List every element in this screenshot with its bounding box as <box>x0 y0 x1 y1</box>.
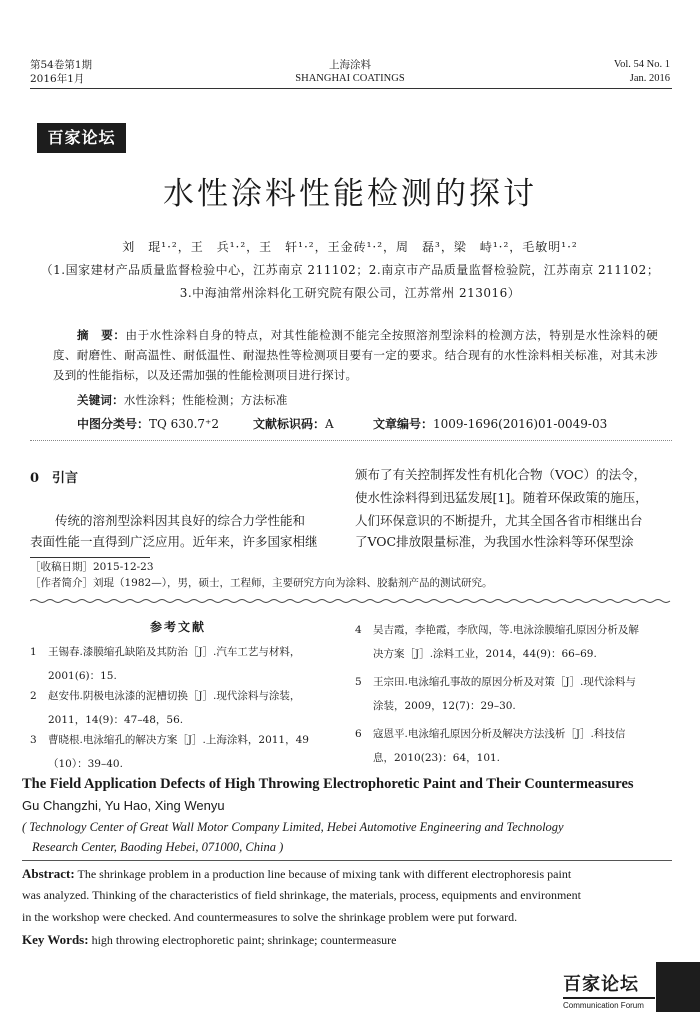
keywords-en <box>22 932 396 948</box>
article-no-label: 文章编号： <box>373 417 434 431</box>
abstract-en-line-3: in the workshop were checked. And countermeasures to solve the shrinkage problem were put forward. <box>22 910 518 924</box>
abstract-divider <box>30 440 672 441</box>
reference-item <box>30 684 350 734</box>
clc-label: 中图分类号： <box>77 417 150 431</box>
keywords-text: 水性涂料；性能检测；方法标准 <box>123 393 288 407</box>
reference-number: 4 <box>355 624 362 636</box>
column-badge: 百家论坛 <box>37 123 126 153</box>
document-code <box>253 415 334 432</box>
affiliation-line-2: 3.中海油常州涂料化工研究院有限公司，江苏常州 213016） <box>179 286 521 300</box>
intro-left-line-1: 传统的溶剂型涂料因其良好的综合力学性能和 <box>55 513 306 528</box>
wavy-divider <box>30 598 672 604</box>
reference-line-2: 2001(6)：15. <box>48 670 117 682</box>
reference-line-1: 赵安伟.阴极电泳漆的泥槽切换［J］.现代涂料与涂装， <box>48 690 301 702</box>
doc-code-value: A <box>325 417 334 431</box>
journal-name-cn: 上海涂料 <box>329 59 371 71</box>
affiliation-en-line-1: ( Technology Center of Great Wall Motor Company Limited, Hebei Automotive Engineering and Technology <box>22 820 564 834</box>
author-bio: ［作者简介］刘琨（1982—），男，硕士，工程师，主要研究方向为涂料、胶黏剂产品的测试研究。 <box>30 577 493 589</box>
references-title: 参考文献 <box>150 620 207 634</box>
forum-logo-cn: 百家论坛 <box>563 974 639 995</box>
abstract-text: 由于水性涂料自身的特点，对其性能检测不能完全按照溶剂型涂料的检测方法，特别是水性涂料的硬度、耐磨性、耐高温性、耐低温性、耐湿热性等检测项目要有一定的要求。结合现有的水性涂料相关标准，对其未涉及到的性能指标，以及还需加强的性能检测项目进行探讨。 <box>53 328 658 382</box>
intro-right-line-2: 使水性涂料得到迅猛发展[1]。随着环保政策的施压， <box>355 490 648 505</box>
abstract-label: 摘 要： <box>77 328 126 342</box>
intro-left-line-2: 表面性能一直得到广泛应用。近年来，许多国家相继 <box>30 534 318 549</box>
keywords-en-label: Key Words: <box>22 932 89 947</box>
authors-en: Gu Changzhi, Yu Hao, Xing Wenyu <box>22 798 225 813</box>
reference-line-2: （10）：39–40. <box>48 758 123 770</box>
issue-date-en: Jan. 2016 <box>629 73 670 84</box>
reference-line-1: 王宗田.电泳缩孔事故的原因分析及对策［J］.现代涂料与 <box>373 676 636 688</box>
reference-item <box>355 722 675 772</box>
journal-name-en: SHANGHAI COATINGS <box>295 73 405 84</box>
intro-right-line-1: 颁布了有关控制挥发性有机化合物（VOC）的法令， <box>355 467 647 482</box>
abstract-en-label: Abstract: <box>22 866 75 881</box>
reference-number: 5 <box>355 676 362 688</box>
issue-volume-en: Vol. 54 No. 1 <box>613 59 670 70</box>
reference-line-2: 决方案［J］.涂料工业，2014，44(9)：66–69. <box>373 648 597 660</box>
section-heading: 0 引言 <box>30 471 79 486</box>
reference-line-2: 息，2010(23)：64，101. <box>373 752 501 764</box>
keywords-cn <box>77 390 682 410</box>
reference-item <box>30 728 350 778</box>
reference-line-1: 王锡春.漆膜缩孔缺陷及其防治［J］.汽车工艺与材料， <box>48 646 301 658</box>
intro-right-line-4: 了VOC排放限量标准，为我国水性涂料等环保型涂 <box>355 534 634 549</box>
issue-volume: 第54卷第1期 <box>30 59 93 71</box>
english-divider <box>22 860 672 861</box>
doc-code-label: 文献标识码： <box>253 417 326 431</box>
intro-right-line-3: 人们环保意识的不断提升，尤其全国各省市相继出台 <box>355 513 643 528</box>
article-title-en: The Field Application Defects of High Throwing Electrophoretic Paint and Their Countermeasures <box>22 776 634 792</box>
authors-cn: 刘 琨¹·²，王 兵¹·²，王 轩¹·²，王金砖¹·²，周 磊³，梁 峙¹·²，毛敏明¹·² <box>122 240 578 254</box>
abstract-en-line-2: was analyzed. Thinking of the characteristics of field shrinkage, the materials, process, equipments and environment <box>22 888 581 902</box>
header-rule <box>30 88 672 89</box>
reference-line-2: 涂装，2009，12(7)：29–30. <box>373 700 516 712</box>
page-corner-block <box>656 962 700 1012</box>
reference-item <box>355 618 675 668</box>
keywords-en-text: high throwing electrophoretic paint; shrinkage; countermeasure <box>91 933 397 947</box>
keywords-label: 关键词： <box>77 393 124 407</box>
reference-number: 1 <box>30 646 37 658</box>
clc-number <box>77 415 219 432</box>
abstract-cn <box>53 325 658 385</box>
reference-line-2: 2011，14(9)：47–48，56. <box>48 714 184 726</box>
footnote-rule <box>30 557 150 558</box>
received-date: ［收稿日期］2015-12-23 <box>30 561 154 573</box>
article-title-cn: 水性涂料性能检测的探讨 <box>163 176 537 212</box>
reference-line-1: 吴吉霞，李艳霞，李欣闯，等.电泳涂膜缩孔原因分析及解 <box>373 624 639 636</box>
clc-value: TQ 630.7⁺2 <box>149 417 219 431</box>
forum-logo-en: Communication Forum <box>563 1001 644 1010</box>
article-no-value: 1009-1696(2016)01-0049-03 <box>433 417 608 431</box>
journal-issue-right <box>614 58 670 86</box>
forum-logo <box>563 970 655 1010</box>
reference-line-1: 曹晓根.电泳缩孔的解决方案［J］.上海涂料，2011，49 <box>48 734 309 746</box>
reference-line-1: 寇恩平.电泳缩孔原因分析及解决方法浅析［J］.科技信 <box>373 728 626 740</box>
reference-number: 2 <box>30 690 37 702</box>
reference-item <box>355 670 675 720</box>
abstract-en-line-1 <box>22 866 571 882</box>
article-number <box>373 415 607 432</box>
reference-number: 6 <box>355 728 362 740</box>
reference-item <box>30 640 350 690</box>
abstract-en-text-1: The shrinkage problem in a production line because of mixing tank with different electrophoresis paint <box>77 867 572 881</box>
journal-name-center <box>0 58 700 86</box>
issue-date: 2016年1月 <box>30 73 85 85</box>
affiliation-en-line-2: Research Center, Baoding Hebei, 071000, China ) <box>32 840 284 854</box>
reference-number: 3 <box>30 734 37 746</box>
affiliation-line-1: （1.国家建材产品质量监督检验中心，江苏南京 211102；2.南京市产品质量监督检验院，江苏南京 211102； <box>40 263 660 277</box>
logo-underline <box>563 997 655 999</box>
